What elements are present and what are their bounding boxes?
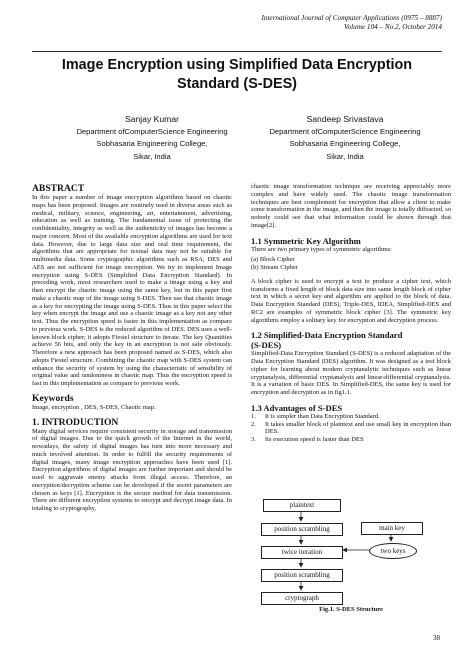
title-line-2: Standard (S-DES) bbox=[177, 76, 297, 92]
section-1-1-heading: 1.1 Symmetric Key Algorithm bbox=[251, 235, 361, 246]
author-name: Sandeep Srivastava bbox=[306, 114, 384, 124]
paper-title bbox=[30, 56, 444, 94]
main-key-box: main key bbox=[361, 522, 423, 535]
author-name: Sanjay Kumar bbox=[125, 114, 179, 124]
section-1-2-heading bbox=[251, 330, 451, 350]
position-scrambling-box-2: position scrambling bbox=[261, 569, 343, 582]
advantage-item bbox=[251, 436, 451, 444]
advantage-item bbox=[251, 421, 451, 437]
journal-header bbox=[142, 14, 442, 32]
figure-caption: Fig.1. S-DES Structure bbox=[319, 606, 383, 613]
advantage-item bbox=[251, 413, 451, 421]
section-1-1-text: A block cipher is used to encrypt a text to produce a cipher text, which transforms a fixed length of block data size into same length block of cipher text in which a secret key and algorithm are applied to the block of data. Data Encryption Standard (DES), Triple-DES, IDEA, Simplified-DES and RC2 are examples of symmetric block cipher [3]. The symmetric key algorithms employ a solitary key for encryption and decryption process. bbox=[251, 277, 451, 324]
plaintext-box: plaintext bbox=[263, 499, 341, 512]
position-scrambling-box-1: position scrambling bbox=[261, 523, 343, 536]
two-keys-ellipse: two keys bbox=[369, 543, 417, 559]
twice-iteration-box: twice iteration bbox=[261, 546, 343, 559]
section-1-1-intro: There are two primary types of symmetric algorithms: bbox=[251, 245, 392, 253]
section-1-3-heading: 1.3 Advantages of S-DES bbox=[251, 402, 343, 413]
abstract-heading: ABSTRACT bbox=[32, 183, 85, 194]
figure-arrows bbox=[251, 497, 451, 637]
title-line-1: Image Encryption using Simplified Data Encryption bbox=[61, 57, 413, 73]
advantage-number: 2. bbox=[251, 420, 256, 428]
section-1-2-heading-line-2: (S-DES) bbox=[251, 340, 282, 351]
author-college: Sobhasaria Engineering College, bbox=[289, 139, 401, 148]
left-column bbox=[32, 183, 232, 513]
journal-name: International Journal of Computer Applications (0975 – 8887) bbox=[261, 14, 442, 22]
author-1 bbox=[52, 113, 252, 163]
list-item-block-cipher: (a) Block Cipher bbox=[251, 256, 295, 264]
author-dept: Department ofComputerScience Engineering bbox=[76, 126, 228, 136]
author-2 bbox=[245, 113, 445, 163]
intro-text: Many digital services require consistent security in storage and transmission of digital images. Due to the quick growth of the Internet in the world, nowadays, the safety of digital images has turn into more necessary and much involved attention. In order to fulfill the security requirements of digital images, many image encryption approaches have been used [1]. Encryption algorithms of digital images are further important and should be used to aggravate enemy attacks from illegal access. Therefore, an encryption/decryption scheme can be developed if the secret parameters are chosen as keys [1]. Encryption is the secure method for data transmission. There are different encryption systems to encrypt and decrypt image data. In totaling to cryptography, bbox=[32, 427, 232, 512]
right-top-text: chaotic image transformation technique are receiving appreciably more complex and have widely used. The chaotic image transformation techniques are best complement for encryption that allow a client to make some transformation in the image, and then the image is totally diffracted, so nobody could see that what information could be shown through that image[2]. bbox=[251, 183, 451, 229]
abstract-text: In this paper a number of image encryption algorithms based on chaotic maps has been proposed. Images are routinely used in diverse areas such as medical, military, science, engineering, art, entertainment, advertising, education as well as training. The fundamental issue of protecting the confidentiality, integrity as well as the authenticity of images has become a major concern. Most of the available encryption algorithms are used for text data. However, due to large data size and real time requirement, the algorithms that are appropriate for textual data may not be suitable for multimedia data. Some cryptographic algorithms such as RSA, DES and AES are not sufficient for image encryption. We try to implement Image encryption using S-DES (Simplified Data Encryption Standard). In preceding work, most researchers used to make a image using a key and then encrypt the chaotic image using the same key, but in this paper first make a chaotic map of the image using S-DES. Then use that chaotic image as a key for encrypting the image using S-DES. Thus in this paper select the key when encrypt the image and use a chaotic image as a key not any other text. Thus the encryption speed is faster in this implementation as compare to previous work. S-DES is the reduced algorithm of DES. DES uses a well-known block cipher; it adopts Fiestel structure to iterate. The key Quantities achieve 56 bits, and only the key in an encryption is not safe obviously. Therefore a new approach has been proposed named as S-DES, which also adopts Fiestel structure. Combining the chaotic map with S-DES system can enhance the security of system by using the characteristic of sensibility of original value and randomness in chaotic map. Thus the encryption speed is fast in this implementation as compare to previous work. bbox=[32, 194, 232, 387]
keywords-heading: Keywords bbox=[32, 392, 74, 404]
intro-heading: 1. INTRODUCTION bbox=[32, 416, 119, 428]
advantage-number: 1. bbox=[251, 412, 256, 420]
list-item-stream-cipher: (b) Stream Cipher bbox=[251, 264, 298, 271]
section-1-2-text: Simplified-Data Encryption Standard (S-DES) is a reduced adaptation of the Data Encryption Standard (DES) algorithm. It was designed as a test block cipher for learning about modern cryptanalytic techniques such as linear cryptanalysis, differential cryptanalysis and linear-differential cryptanalysis. It is a variation of basic DES. In Simplified-DES, the same key is used for encryption and decryption as in fig1.1. bbox=[251, 350, 451, 396]
page-number: 38 bbox=[433, 634, 440, 642]
author-college: Sobhasaria Engineering College, bbox=[96, 139, 208, 148]
advantage-text: Its execution speed is faster than DES bbox=[265, 436, 364, 443]
author-city: Sikar, India bbox=[326, 151, 364, 161]
section-1-2-heading-line-1: 1.2 Simplified-Data Encryption Standard bbox=[251, 330, 403, 341]
header-rule bbox=[32, 51, 442, 52]
journal-volume: Volume 104 – No.2, October 2014 bbox=[343, 23, 442, 31]
advantage-text: It takes smaller block of plaintext and use small key in encryption than DES. bbox=[265, 420, 451, 436]
advantage-number: 3. bbox=[251, 436, 256, 443]
right-column bbox=[251, 183, 451, 444]
keywords-text: Image, encryption , DES, S-DES, Chaotic map. bbox=[32, 403, 156, 411]
advantage-text: It is simpler than Data Encryption Standard. bbox=[265, 412, 380, 420]
cryptograph-box: cryptograph bbox=[261, 592, 343, 605]
author-dept: Department ofComputerScience Engineering bbox=[269, 126, 421, 136]
author-city: Sikar, India bbox=[133, 151, 171, 161]
sdes-structure-figure bbox=[251, 497, 451, 637]
